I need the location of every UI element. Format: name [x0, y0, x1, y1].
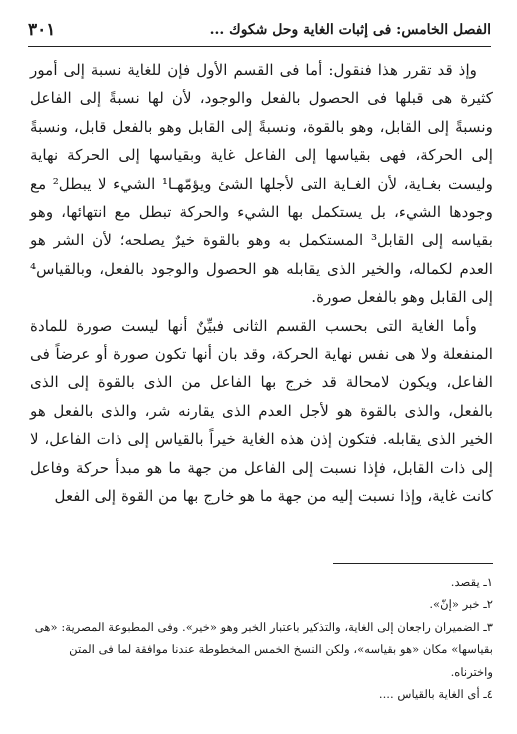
footnote-3: ٣ـ الضميران راجعان إلى الغاية، والتذكير باعتبار الخبر وهو «خير». وفى المطبوعة المصرية: «هى بقياسها» مكان «هو بقياسه»، ولكن النسخ الخمس المخطوطة عندنا موافقة لما فى المتن واخترناه. [34, 619, 493, 679]
paragraph-first-section: وإذ قد تقرر هذا فنقول: أما فى القسم الأول فإن للغاية نسبة إلى أمور كثيرة هى قبلها فى الحصول بالفعل والوجود، لأن لها نسبةً إلى الفاعل ونسبةً إلى القابل، وهو بالقوة، ونسبةً إلى القابل وهو بالفعل قابل، ونسبةً إلى الحركة، فهى بقياسها إلى الفاعل غاية وبقياسها إلى الحركة نهاية وليست بغـاية، لأن الغـاية التى لأجلها الشئ ويؤمّهـا¹ الشيء لا يبطل² مع وجودها الشيء، بل يستكمل بها الشيء والحركة تبطل مع انتهائها، وهو بقياسه إلى القابل³ المستكمل به وهو بالقوة خيرٌ يصلحه؛ لأن الشر هو العدم لكماله، والخير الذى يقابله هو الحصول والوجود بالفعل، وبالقياس⁴ إلى القابل وهو بالفعل صورة. [30, 61, 493, 307]
header-divider [28, 46, 491, 47]
page-number: ٣٠١ [28, 20, 56, 40]
footnote-2: ٢ـ خبر «إنّ». [429, 597, 493, 612]
chapter-title: الفصل الخامس: فى إثبات الغاية وحل شكوك ... [209, 22, 491, 38]
footnotes [30, 571, 493, 705]
footnote-4: ٤ـ أى الغاية بالقياس .... [378, 687, 493, 702]
footnote-1: ١ـ يقصد. [450, 575, 493, 589]
running-header [28, 20, 491, 44]
footnote-divider [333, 563, 493, 564]
paragraph-second-section: وأما الغاية التى بحسب القسم الثانى فبيِّنٌ أنها ليست صورة للمادة المنفعلة ولا هى نفس نهاية الحركة، وقد بان أنها تكون صورة أو عرضاً فى الفاعل، ويكون لامحالة قد خرج بها الفاعل من الذى بالقوة إلى الذى بالفعل، والذى بالقوة هو لأجل العدم الذى يقارنه شر، والذى بالفعل هو الخير الذى يقابله. فتكون إذن هذه الغاية خيراً بالقياس إلى ذات الفاعل، لا إلى ذات القابل، فإذا نسبت إلى الفاعل من جهة ما هو مبدأ حركة وفاعل كانت غاية، وإذا نسبت إليه من جهة ما هو خارج بها من القوة إلى الفعل [30, 316, 493, 506]
main-text [30, 56, 493, 511]
